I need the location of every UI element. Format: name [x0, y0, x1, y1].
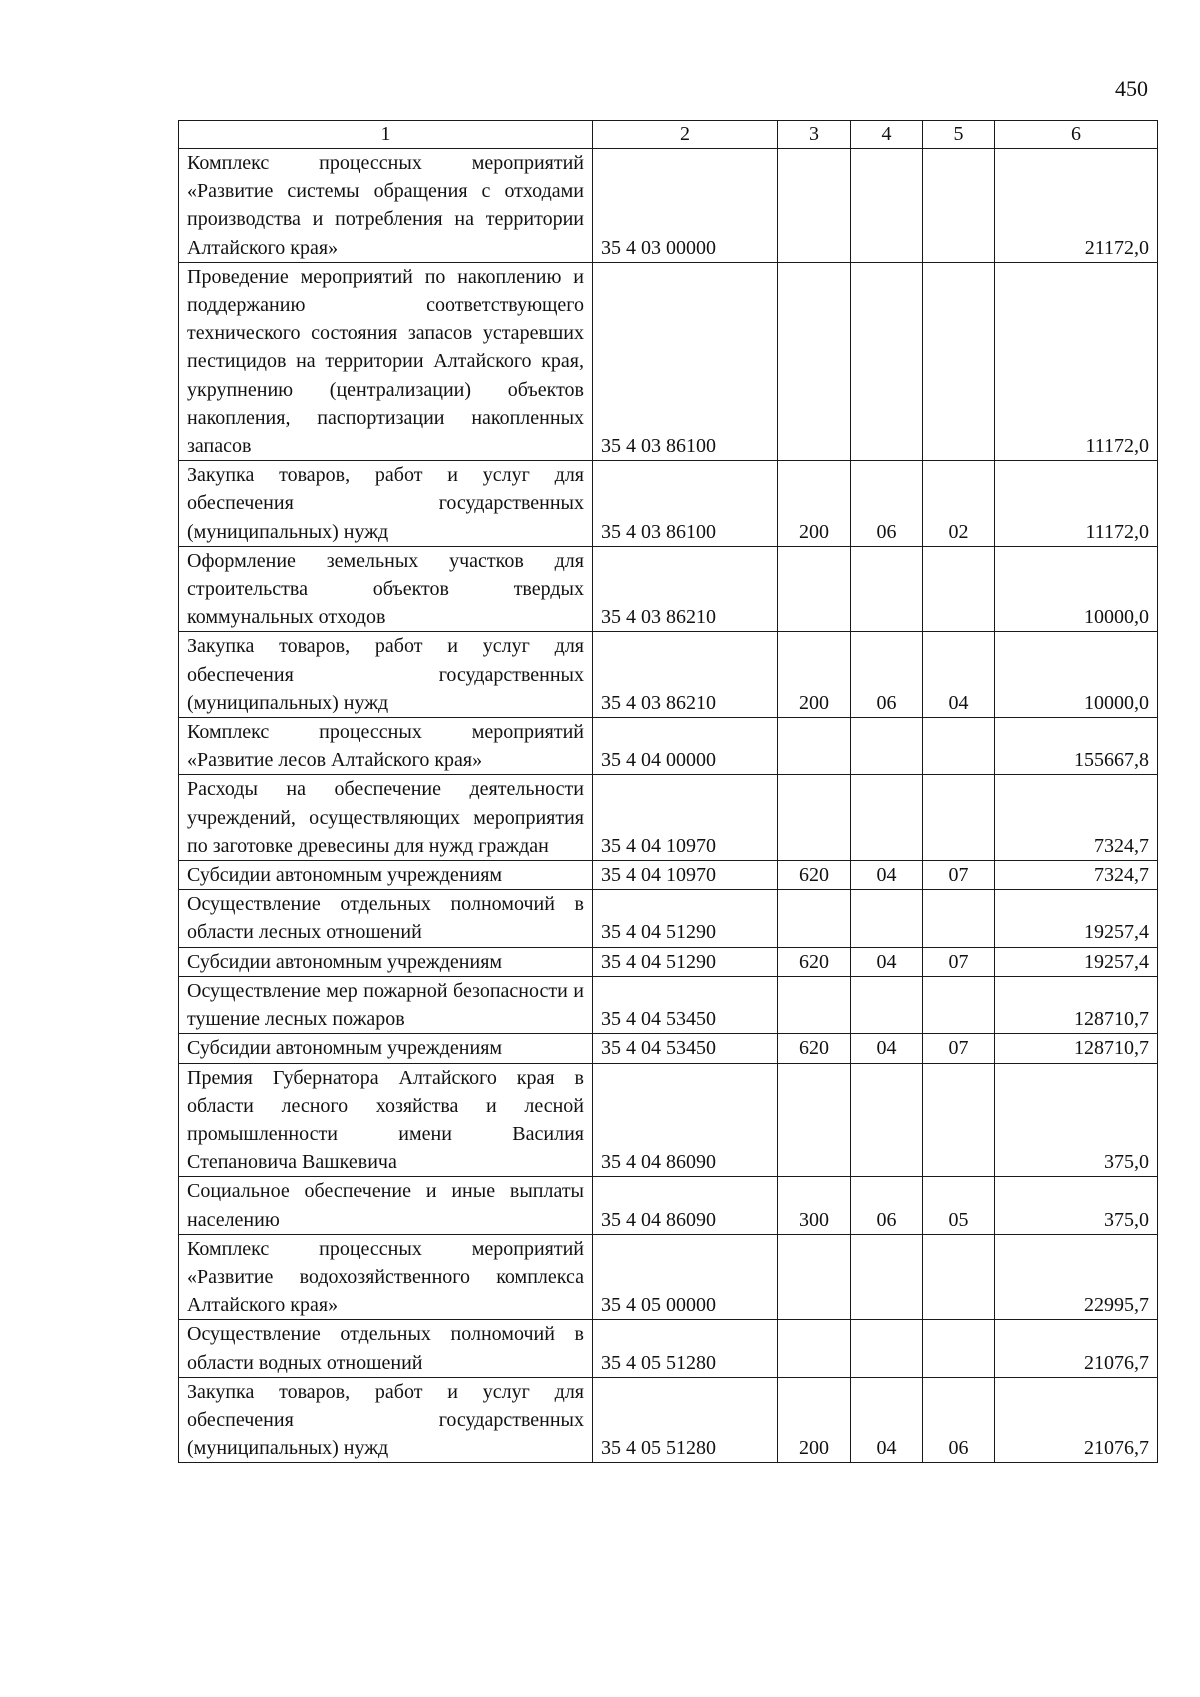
row-col4-cell	[851, 890, 923, 947]
table-row	[179, 262, 1158, 460]
row-name-cell: Проведение мероприятий по накоплению и поддержанию соответствующего технического состояния запасов устаревших пестицидов на территории Алтайского края, укрупнению (централизации) объектов накопления, паспортизации накопленных запасов	[179, 262, 593, 460]
row-col5-cell	[923, 976, 995, 1033]
row-col5-cell: 07	[923, 1034, 995, 1063]
row-name-cell: Закупка товаров, работ и услуг для обеспечения государственных (муниципальных) нужд	[179, 461, 593, 547]
row-col4-cell: 04	[851, 861, 923, 890]
row-col3-cell	[778, 1234, 851, 1320]
row-col3-cell: 200	[778, 632, 851, 718]
column-header-2: 2	[593, 121, 778, 149]
row-col4-cell: 06	[851, 461, 923, 547]
row-amount-cell: 128710,7	[995, 1034, 1158, 1063]
row-code-cell: 35 4 04 86090	[593, 1063, 778, 1177]
row-col5-cell: 06	[923, 1377, 995, 1463]
table-row	[179, 149, 1158, 263]
row-name-cell: Субсидии автономным учреждениям	[179, 861, 593, 890]
row-amount-cell: 21172,0	[995, 149, 1158, 263]
row-col4-cell	[851, 1320, 923, 1377]
row-code-cell: 35 4 03 86210	[593, 632, 778, 718]
row-name-cell: Комплекс процессных мероприятий «Развитие системы обращения с отходами производства и потребления на территории Алтайского края»	[179, 149, 593, 263]
budget-table	[178, 120, 1158, 1463]
table-row	[179, 861, 1158, 890]
row-name-cell: Оформление земельных участков для строительства объектов твердых коммунальных отходов	[179, 546, 593, 632]
table-row	[179, 1320, 1158, 1377]
row-col4-cell: 06	[851, 632, 923, 718]
row-col5-cell	[923, 775, 995, 861]
row-code-cell: 35 4 05 51280	[593, 1320, 778, 1377]
page-number: 450	[1115, 76, 1148, 101]
row-name-cell: Закупка товаров, работ и услуг для обеспечения государственных (муниципальных) нужд	[179, 1377, 593, 1463]
table-row	[179, 1034, 1158, 1063]
row-col3-cell: 300	[778, 1177, 851, 1234]
row-name-cell: Осуществление отдельных полномочий в области лесных отношений	[179, 890, 593, 947]
row-col3-cell: 620	[778, 947, 851, 976]
row-col5-cell	[923, 546, 995, 632]
row-col4-cell	[851, 1063, 923, 1177]
row-amount-cell: 7324,7	[995, 861, 1158, 890]
row-code-cell: 35 4 04 10970	[593, 861, 778, 890]
row-code-cell: 35 4 05 51280	[593, 1377, 778, 1463]
row-amount-cell: 11172,0	[995, 461, 1158, 547]
row-code-cell: 35 4 03 86210	[593, 546, 778, 632]
row-code-cell: 35 4 05 00000	[593, 1234, 778, 1320]
row-name-cell: Расходы на обеспечение деятельности учреждений, осуществляющих мероприятия по заготовке древесины для нужд граждан	[179, 775, 593, 861]
row-code-cell: 35 4 03 86100	[593, 262, 778, 460]
row-col5-cell	[923, 890, 995, 947]
table-row	[179, 632, 1158, 718]
row-code-cell: 35 4 04 53450	[593, 1034, 778, 1063]
table-row	[179, 461, 1158, 547]
table-row	[179, 1177, 1158, 1234]
row-col3-cell: 200	[778, 461, 851, 547]
header-row	[179, 121, 1158, 149]
row-code-cell: 35 4 04 53450	[593, 976, 778, 1033]
row-col3-cell	[778, 976, 851, 1033]
table-row	[179, 546, 1158, 632]
table-header	[179, 121, 1158, 149]
row-code-cell: 35 4 03 00000	[593, 149, 778, 263]
row-amount-cell: 21076,7	[995, 1320, 1158, 1377]
row-col5-cell	[923, 1063, 995, 1177]
row-col3-cell: 620	[778, 1034, 851, 1063]
row-col4-cell	[851, 775, 923, 861]
row-name-cell: Социальное обеспечение и иные выплаты населению	[179, 1177, 593, 1234]
row-col4-cell	[851, 546, 923, 632]
row-col4-cell	[851, 149, 923, 263]
row-amount-cell: 11172,0	[995, 262, 1158, 460]
row-col5-cell: 04	[923, 632, 995, 718]
row-amount-cell: 7324,7	[995, 775, 1158, 861]
row-col4-cell	[851, 262, 923, 460]
row-name-cell: Осуществление мер пожарной безопасности и тушение лесных пожаров	[179, 976, 593, 1033]
column-header-6: 6	[995, 121, 1158, 149]
row-col3-cell	[778, 775, 851, 861]
table-row	[179, 947, 1158, 976]
row-col5-cell: 07	[923, 947, 995, 976]
row-col3-cell	[778, 1063, 851, 1177]
row-name-cell: Премия Губернатора Алтайского края в области лесного хозяйства и лесной промышленности имени Василия Степановича Вашкевича	[179, 1063, 593, 1177]
row-amount-cell: 10000,0	[995, 546, 1158, 632]
row-amount-cell: 21076,7	[995, 1377, 1158, 1463]
row-col5-cell: 07	[923, 861, 995, 890]
row-amount-cell: 375,0	[995, 1177, 1158, 1234]
row-col5-cell	[923, 149, 995, 263]
row-col4-cell: 04	[851, 947, 923, 976]
row-amount-cell: 22995,7	[995, 1234, 1158, 1320]
table-row	[179, 1063, 1158, 1177]
row-name-cell: Осуществление отдельных полномочий в области водных отношений	[179, 1320, 593, 1377]
table-body	[179, 149, 1158, 1463]
row-code-cell: 35 4 04 00000	[593, 718, 778, 775]
row-col3-cell	[778, 546, 851, 632]
row-name-cell: Субсидии автономным учреждениям	[179, 1034, 593, 1063]
column-header-3: 3	[778, 121, 851, 149]
row-code-cell: 35 4 03 86100	[593, 461, 778, 547]
row-col5-cell: 02	[923, 461, 995, 547]
row-amount-cell: 10000,0	[995, 632, 1158, 718]
row-col4-cell: 04	[851, 1034, 923, 1063]
row-col5-cell: 05	[923, 1177, 995, 1234]
row-code-cell: 35 4 04 10970	[593, 775, 778, 861]
row-amount-cell: 155667,8	[995, 718, 1158, 775]
row-col3-cell	[778, 890, 851, 947]
table-row	[179, 1234, 1158, 1320]
row-col4-cell	[851, 1234, 923, 1320]
column-header-1: 1	[179, 121, 593, 149]
row-amount-cell: 19257,4	[995, 947, 1158, 976]
row-col3-cell	[778, 1320, 851, 1377]
row-col5-cell	[923, 262, 995, 460]
row-name-cell: Комплекс процессных мероприятий «Развитие водохозяйственного комплекса Алтайского края»	[179, 1234, 593, 1320]
row-amount-cell: 375,0	[995, 1063, 1158, 1177]
row-col5-cell	[923, 718, 995, 775]
row-amount-cell: 19257,4	[995, 890, 1158, 947]
table-row	[179, 976, 1158, 1033]
row-code-cell: 35 4 04 86090	[593, 1177, 778, 1234]
row-code-cell: 35 4 04 51290	[593, 890, 778, 947]
row-col3-cell	[778, 262, 851, 460]
row-name-cell: Комплекс процессных мероприятий «Развитие лесов Алтайского края»	[179, 718, 593, 775]
table-row	[179, 1377, 1158, 1463]
row-name-cell: Закупка товаров, работ и услуг для обеспечения государственных (муниципальных) нужд	[179, 632, 593, 718]
column-header-5: 5	[923, 121, 995, 149]
table-row	[179, 775, 1158, 861]
row-col4-cell: 06	[851, 1177, 923, 1234]
row-col3-cell	[778, 149, 851, 263]
row-amount-cell: 128710,7	[995, 976, 1158, 1033]
row-code-cell: 35 4 04 51290	[593, 947, 778, 976]
table-row	[179, 718, 1158, 775]
row-col3-cell: 200	[778, 1377, 851, 1463]
row-name-cell: Субсидии автономным учреждениям	[179, 947, 593, 976]
column-header-4: 4	[851, 121, 923, 149]
row-col5-cell	[923, 1320, 995, 1377]
row-col4-cell	[851, 976, 923, 1033]
row-col3-cell: 620	[778, 861, 851, 890]
table-row	[179, 890, 1158, 947]
row-col4-cell: 04	[851, 1377, 923, 1463]
row-col4-cell	[851, 718, 923, 775]
row-col3-cell	[778, 718, 851, 775]
row-col5-cell	[923, 1234, 995, 1320]
